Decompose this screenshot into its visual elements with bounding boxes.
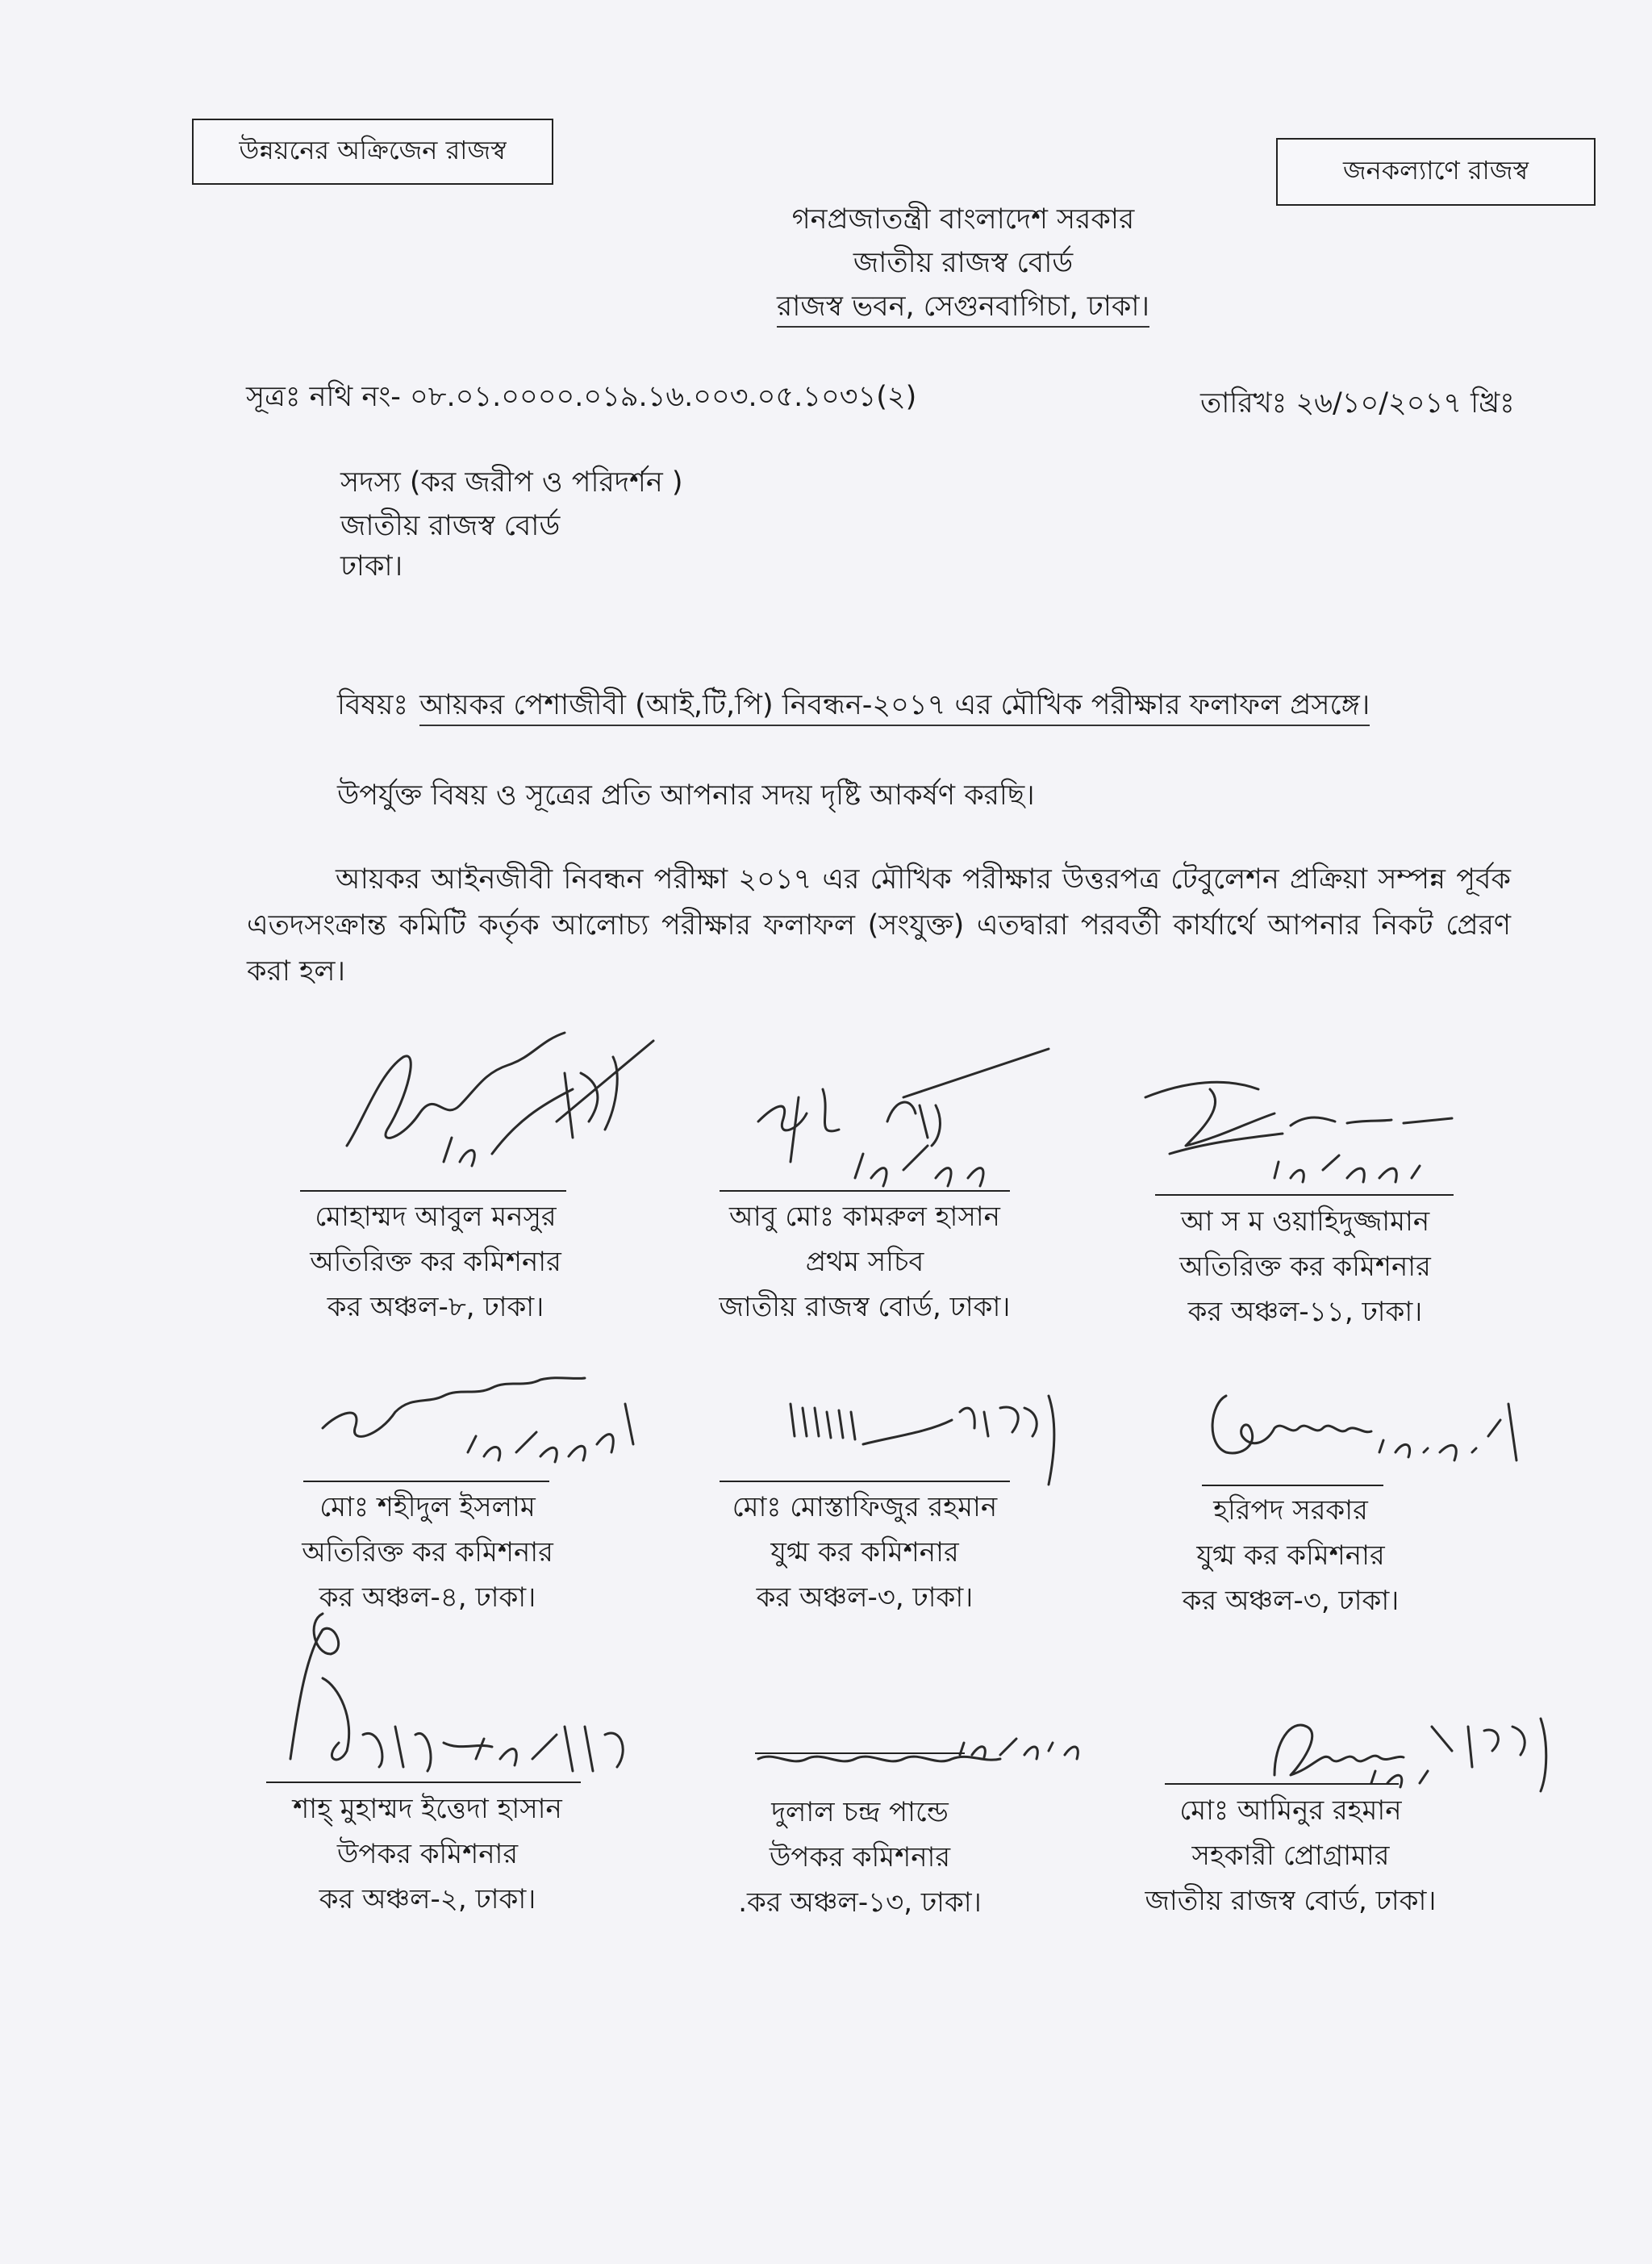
letterhead-board: জাতীয় রাজস্ব বোর্ড <box>853 247 1074 279</box>
signature-5 <box>774 1388 1065 1501</box>
signature-4 <box>315 1355 678 1485</box>
signature-line-6 <box>1202 1485 1383 1486</box>
signatory-title: অতিরিক্ত কর কমিশনার <box>310 1246 561 1278</box>
signatory-title: যুগ্ম কর কমিশনার <box>1196 1539 1385 1572</box>
signature-line-8 <box>755 1752 965 1754</box>
signature-8 <box>750 1735 1097 1791</box>
signatory-4 <box>218 1485 637 1620</box>
slogan-box-right <box>1276 138 1596 206</box>
signatory-title: উপকর কমিশনার <box>336 1838 519 1870</box>
recipient-organization: জাতীয় রাজস্ব বোর্ড <box>340 510 561 542</box>
signatory-office: কর অঞ্চল-২, ঢাকা। <box>319 1883 536 1915</box>
signature-2 <box>742 1049 1065 1194</box>
body-paragraph-1: উপর্যুক্ত বিষয় ও সূত্রের প্রতি আপনার সদয় দৃষ্টি আকর্ষণ করছি। <box>337 779 1035 812</box>
signatory-title: অতিরিক্ত কর কমিশনার <box>302 1536 553 1569</box>
signatory-office: জাতীয় রাজস্ব বোর্ড, ঢাকা। <box>1145 1885 1437 1917</box>
slogan-right-text: জনকল্যাণে রাজস্ব <box>1343 155 1529 186</box>
signatory-name: মোহাম্মদ আবুল মনসুর <box>315 1201 557 1233</box>
signatory-office: কর অঞ্চল-৩, ঢাকা। <box>756 1581 974 1614</box>
signatory-office: কর অঞ্চল-১১, ঢাকা। <box>1187 1296 1423 1328</box>
signatory-title: অতিরিক্ত কর কমিশনার <box>1179 1251 1431 1283</box>
reference-number: সূত্রঃ নথি নং- ০৮.০১.০০০০.০১৯.১৬.০০৩.০৫.১০৩১(২) <box>246 381 917 413</box>
signature-7 <box>274 1606 694 1791</box>
recipient-city: ঢাকা। <box>340 550 403 583</box>
signatory-name: আবু মোঃ কামরুল হাসান <box>729 1201 1000 1233</box>
signatory-5 <box>655 1485 1074 1620</box>
slogan-left-text: উন্নয়নের অক্রিজেন রাজস্ব <box>239 135 507 165</box>
signature-line-3 <box>1155 1194 1454 1196</box>
body-paragraph-2: আয়কর আইনজীবী নিবন্ধন পরীক্ষা ২০১৭ এর মৌখিক পরীক্ষার উত্তরপত্র টেবুলেশন প্রক্রিয়া সম্পন্ন পূর্বক এতদসংক্রান্ত কমিটি কর্তৃক আলোচ্য পরীক্ষার ফলাফল (সংযুক্ত) এতদ্বারা পরবর্তী কার্যার্থে আপনার নিকট প্রেরণ করা হল। <box>247 863 1511 988</box>
signatory-7 <box>218 1786 637 1922</box>
subject-label: বিষয়ঃ <box>337 689 409 721</box>
signature-1 <box>331 1025 670 1186</box>
signatory-office: কর অঞ্চল-৩, ঢাকা। <box>1182 1585 1400 1617</box>
subject-line <box>337 683 1370 730</box>
signature-line-2 <box>720 1190 1010 1192</box>
signatory-name: আ স ম ওয়াহিদুজ্জামান <box>1180 1205 1430 1238</box>
slogan-box-left <box>192 119 553 185</box>
signatory-office: কর অঞ্চল-৮, ঢাকা। <box>327 1291 544 1323</box>
signatory-8 <box>650 1790 1070 1925</box>
signatory-office: কর অঞ্চল-৪, ঢাকা। <box>319 1581 536 1614</box>
recipient-designation: সদস্য (কর জরীপ ও পরিদর্শন ) <box>340 466 683 499</box>
signatory-name: মোঃ শহীদুল ইসলাম <box>319 1491 536 1523</box>
signature-6 <box>1202 1372 1541 1485</box>
signatory-name: মোঃ মোস্তাফিজুর রহমান <box>732 1491 998 1523</box>
signatory-name: দুলাল চন্দ্র পান্ডে <box>771 1796 949 1828</box>
signature-line-9 <box>1165 1783 1399 1785</box>
signatory-name: হরিপদ সরকার <box>1213 1494 1368 1527</box>
signatory-office: .কর অঞ্চল-১৩, ঢাকা। <box>738 1886 982 1919</box>
signatory-9 <box>1081 1788 1500 1924</box>
letter-date: তারিখঃ ২৬/১০/২০১৭ খ্রিঃ <box>1200 387 1515 420</box>
signature-line-1 <box>300 1190 566 1192</box>
signatory-1 <box>226 1194 645 1330</box>
signatory-title: প্রথম সচিব <box>805 1246 924 1278</box>
subject-text: আয়কর পেশাজীবী (আই,টি,পি) নিবন্ধন-২০১৭ এর মৌখিক পরীক্ষার ফলাফল প্রসঙ্গে। <box>419 689 1370 726</box>
signature-line-5 <box>720 1481 1010 1482</box>
signature-line-4 <box>303 1481 549 1482</box>
letterhead-address <box>137 284 1652 332</box>
signatory-office: জাতীয় রাজস্ব বোর্ড, ঢাকা। <box>719 1291 1011 1323</box>
signatory-title: উপকর কমিশনার <box>769 1841 951 1873</box>
signatory-6 <box>1081 1488 1500 1623</box>
signatory-name: শাহ্ মুহাম্মদ ইত্তেদা হাসান <box>293 1793 562 1825</box>
signatory-title: সহকারী প্রোগ্রামার <box>1191 1840 1390 1872</box>
signatory-title: যুগ্ম কর কমিশনার <box>770 1536 959 1569</box>
signatory-2 <box>655 1194 1074 1330</box>
signatory-name: মোঃ আমিনুর রহমান <box>1179 1794 1402 1827</box>
letterhead-government: গনপ্রজাতন্ত্রী বাংলাদেশ সরকার <box>791 203 1135 236</box>
signatory-3 <box>1095 1199 1515 1335</box>
letterhead-address-text: রাজস্ব ভবন, সেগুনবাগিচা, ঢাকা। <box>777 290 1149 328</box>
signature-3 <box>1137 1065 1476 1194</box>
signature-line-7 <box>266 1782 581 1783</box>
